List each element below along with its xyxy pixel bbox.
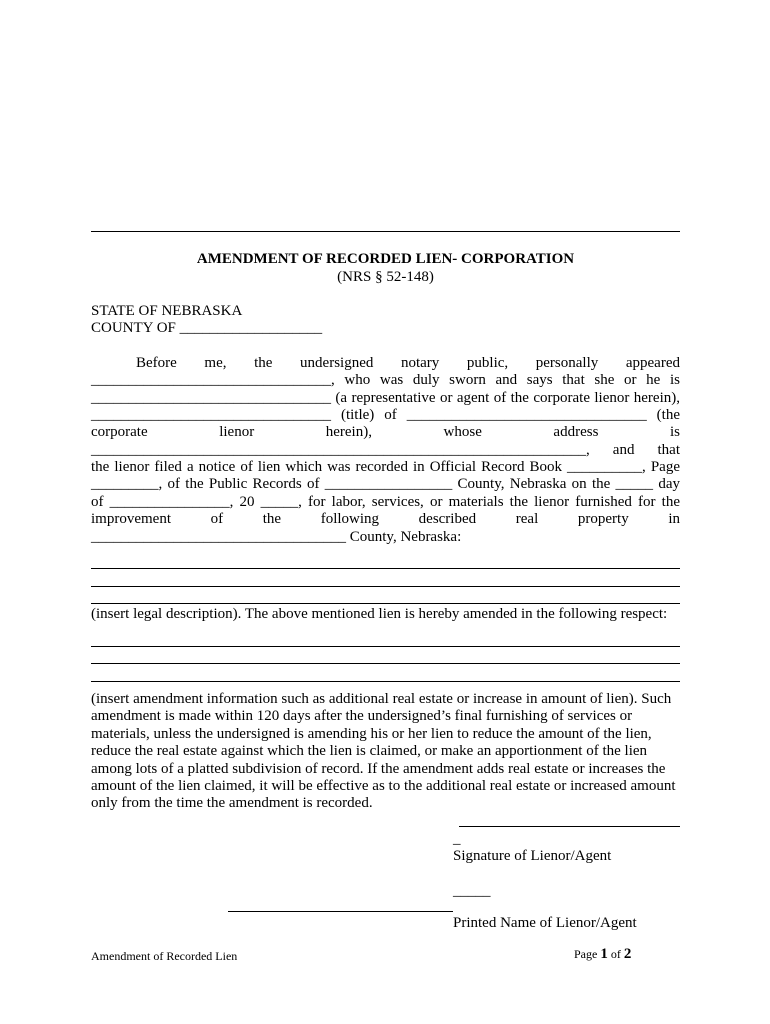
body-line: Before me, the undersigned notary public, personally appeared — [136, 355, 680, 371]
state-venue: STATE OF NEBRASKA — [91, 303, 243, 319]
printed-name-label: Printed Name of Lienor/Agent — [453, 915, 637, 931]
amendment-paragraph: (insert amendment information such as additional real estate or increase in amount of lien). Such amendment is made within 120 days after the undersigned’s final furnishing of services or materials, unless the undersigned is amending his or her lien to reduce the amount of the lien, reduce the real estate against which the lien is claimed, or make an apportionment of the lien among lots of a platted subdivision of record. If the amendment adds real estate or increases the amount of the lien claimed, it will be effective as to the additional real estate or increased amount only from the time the amendment is recorded. — [91, 691, 676, 812]
page-word: Page — [574, 947, 598, 961]
page-total: 2 — [623, 946, 632, 962]
body-line: _________, of the Public Records of _________________ County, Nebraska on the _____ day — [91, 476, 680, 492]
legal-description-blank-line — [91, 603, 680, 604]
legal-description-blank-line — [91, 586, 680, 587]
signature-line-stub: _ — [453, 831, 461, 847]
signature-line — [459, 826, 680, 827]
footer-document-name: Amendment of Recorded Lien — [91, 949, 238, 963]
body-line: __________________________________ County, Nebraska: — [91, 529, 462, 545]
amendment-blank-line — [91, 681, 680, 682]
body-line: of ________________, 20 _____, for labor, services, or materials the lienor furnished for the — [91, 494, 680, 510]
printed-name-line — [228, 911, 453, 912]
body-line: ________________________________ (a representative or agent of the corporate lienor herein), — [91, 390, 680, 406]
page-indicator — [574, 947, 631, 961]
body-line: improvement of the following described real property in — [91, 511, 680, 527]
statute-reference: (NRS § 52-148) — [337, 269, 434, 285]
document-title: AMENDMENT OF RECORDED LIEN- CORPORATION — [196, 251, 575, 267]
legal-description-instruction: (insert legal description). The above mentioned lien is hereby amended in the following respect: — [91, 606, 668, 622]
body-line: corporate lienor herein), whose address is — [91, 424, 680, 440]
header-rule — [91, 231, 680, 232]
printed-name-line-stub: _____ — [453, 883, 491, 899]
legal-description-blank-line — [91, 568, 680, 569]
signature-label: Signature of Lienor/Agent — [453, 848, 612, 864]
body-line: ________________________________ (title) of ________________________________ (the — [91, 407, 680, 423]
of-word: of — [610, 947, 621, 961]
page-number: 1 — [600, 946, 608, 962]
county-venue: COUNTY OF ___________________ — [91, 320, 323, 336]
body-line: __________________________________________________________________, and that — [91, 442, 680, 458]
amendment-blank-line — [91, 646, 680, 647]
amendment-blank-line — [91, 663, 680, 664]
body-line: the lienor filed a notice of lien which was recorded in Official Record Book __________, Page — [91, 459, 680, 475]
body-line: ________________________________, who was duly sworn and says that she or he is — [91, 372, 680, 388]
